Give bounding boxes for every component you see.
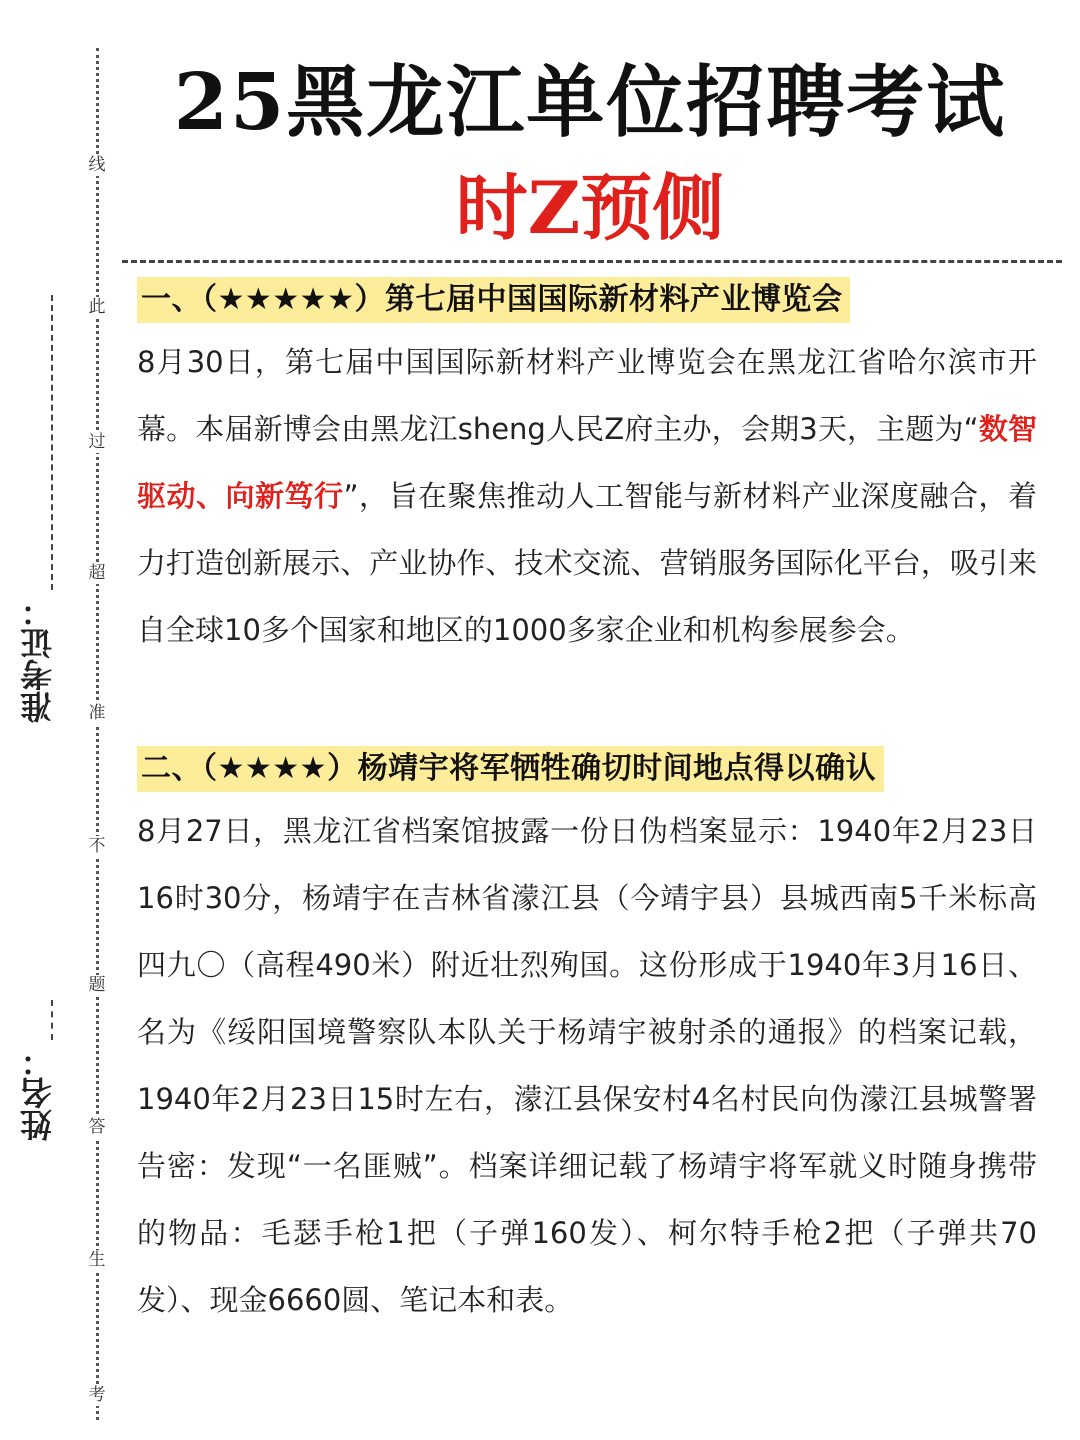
title-divider	[122, 260, 1062, 263]
seal-char: 题	[83, 975, 111, 996]
section-2-heading: 二、（★★★★）杨靖宇将军牺牲确切时间地点得以确认	[137, 746, 884, 792]
seal-char: 生	[83, 1250, 111, 1271]
exam-id-write-line[interactable]	[51, 295, 53, 590]
section-2-body: 8月27日，黑龙江省档案馆披露一份日伪档案显示：1940年2月23日16时30分，杨靖宇在吉林省濛江县（今靖宇县）县城西南5千米标高四九〇（高程490米）附近壮烈殉国。这份形成于1940年3月16日、名为《绥阳国境警察队本队关于杨靖宇被射杀的通报》的档案记载，1940年2月23日15时左右，濛江县保安村4名村民向伪濛江县城警署告密：发现“一名匪贼”。档案详细记载了杨靖宇将军就义时随身携带的物品：毛瑟手枪1把（子弹160发）、柯尔特手枪2把（子弹共70发）、现金6660圆、笔记本和表。	[137, 814, 1037, 1317]
section-1-text: ”，旨在聚焦推动人工智能与新材料产业深度融合，着力打造创新展示、产业协作、技术交流、营销服务国际化平台，吸引来自全球10多个国家和地区的1000多家企业和机构参展参会。	[137, 479, 1037, 647]
section-1	[137, 277, 1037, 664]
seal-char: 线	[83, 155, 111, 176]
name-field	[19, 1000, 66, 1150]
section-1-body	[137, 329, 1037, 664]
seal-char: 此	[83, 297, 111, 318]
name-label: 姓名：	[19, 1045, 57, 1141]
section-1-text: 8月30日，第七届中国国际新材料产业博览会在黑龙江省哈尔滨市开幕。本届新博会由黑龙江sheng人民Z府主办，会期3天，主题为“	[137, 345, 1037, 446]
seal-char: 超	[83, 563, 111, 584]
binding-margin	[0, 0, 125, 1440]
exam-id-label: 准考证：	[19, 595, 57, 723]
seal-char: 答	[83, 1117, 111, 1138]
page-title: 25黑龙江单位招聘考试	[173, 57, 1007, 148]
seal-dotted-line	[96, 48, 99, 1420]
theme-highlight: 数智驱动、向新笃行	[137, 412, 1037, 513]
seal-char: 考	[83, 1385, 111, 1406]
seal-char: 准	[83, 703, 111, 724]
section-1-heading: 一、（★★★★★）第七届中国国际新材料产业博览会	[137, 277, 850, 323]
seal-char: 过	[83, 432, 111, 453]
seal-char: 不	[83, 836, 111, 857]
section-2	[137, 746, 1037, 1334]
page-subtitle: 时Z预侧	[455, 165, 725, 250]
name-write-line[interactable]	[51, 1000, 53, 1040]
exam-id-field	[19, 295, 66, 755]
